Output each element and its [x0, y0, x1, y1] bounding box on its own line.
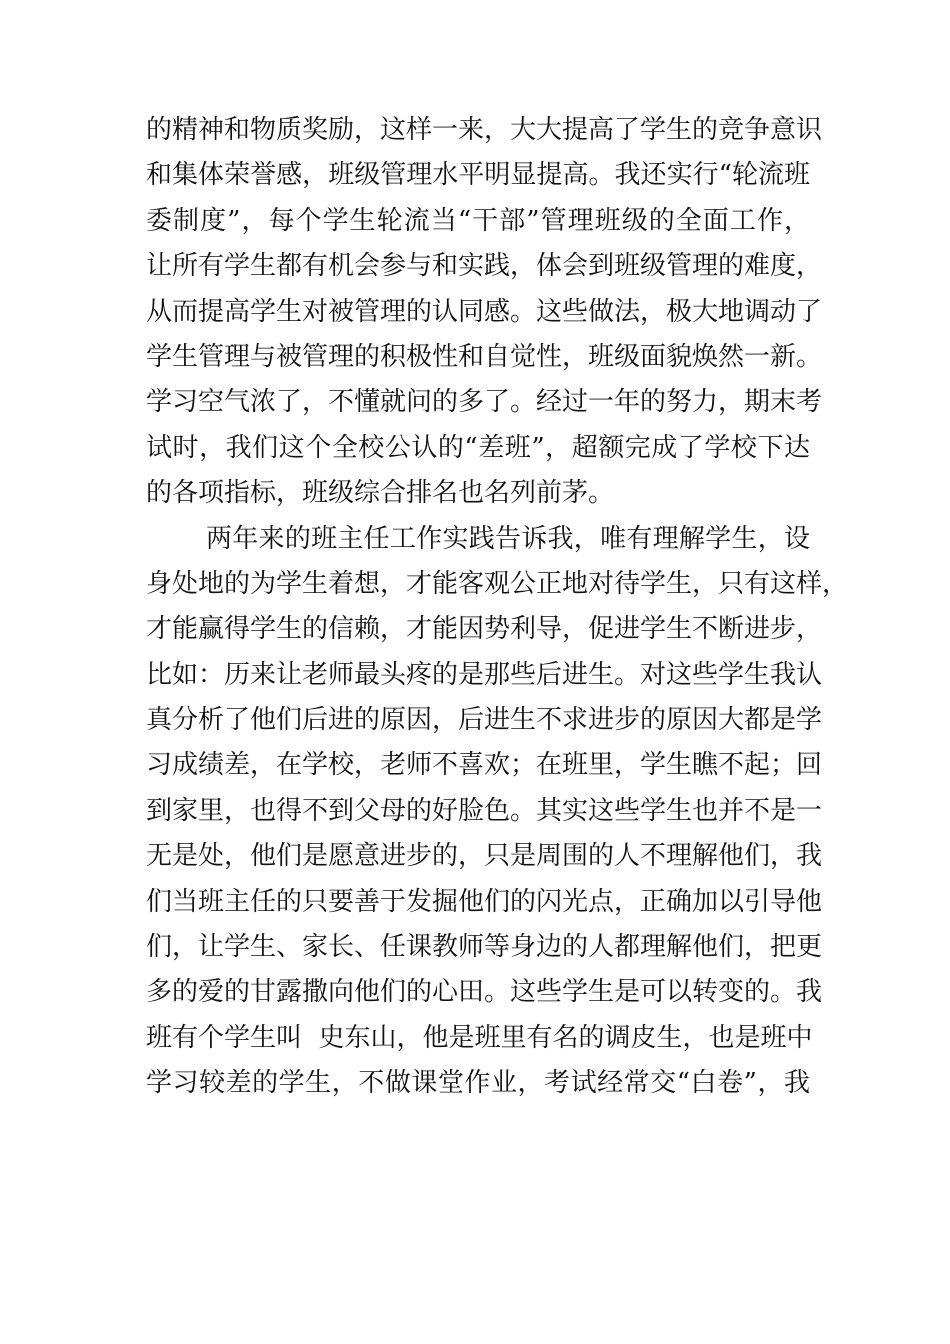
text-line: 从而提高学生对被管理的认同感。这些做法，极大地调动了 [146, 296, 823, 327]
paragraph-first-line: 两年来的班主任工作实践告诉我，唯有理解学生，设 [206, 523, 810, 554]
text-line: 学习较差的学生，不做课堂作业，考试经常交“白卷”，我 [146, 1068, 810, 1099]
text-line: 学习空气浓了，不懂就问的多了。经过一年的努力，期末考 [146, 387, 823, 418]
text-line: 到家里，也得不到父母的好脸色。其实这些学生也并不是一 [146, 795, 823, 826]
text-line: 们当班主任的只要善于发掘他们的闪光点，正确加以引导他 [146, 886, 823, 917]
text-line: 才能赢得学生的信赖，才能因势利导，促进学生不断进步， [146, 614, 823, 645]
text-line: 和集体荣誉感，班级管理水平明显提高。我还实行“轮流班 [146, 160, 810, 191]
text-line: 班有个学生叫 史东山，他是班里有名的调皮生，也是班中 [146, 1022, 813, 1053]
text-line: 让所有学生都有机会参与和实践，体会到班级管理的难度， [146, 251, 823, 282]
text-line: 比如：历来让老师最头疼的是那些后进生。对这些学生我认 [146, 659, 823, 690]
text-line: 真分析了他们后进的原因，后进生不求进步的原因大都是学 [146, 705, 823, 736]
text-line: 学生管理与被管理的积极性和自觉性，班级面貌焕然一新。 [146, 341, 823, 372]
text-line: 的各项指标，班级综合排名也名列前茅。 [146, 478, 615, 509]
text-line: 的精神和物质奖励，这样一来，大大提高了学生的竞争意识 [146, 115, 823, 145]
text-line: 多的爱的甘露撒向他们的心田。这些学生是可以转变的。我 [146, 977, 823, 1008]
text-line: 习成绩差，在学校，老师不喜欢；在班里，学生瞧不起；回 [146, 750, 823, 781]
text-line: 试时，我们这个全校公认的“差班”，超额完成了学校下达 [146, 432, 810, 463]
body-text [146, 108, 849, 1107]
text-line: 们，让学生、家长、任课教师等身边的人都理解他们，把更 [146, 932, 823, 963]
text-line: 无是处，他们是愿意进步的，只是周围的人不理解他们，我 [146, 841, 823, 872]
text-line: 身处地的为学生着想，才能客观公正地对待学生，只有这样， [146, 568, 849, 599]
text-line: 委制度”，每个学生轮流当“干部”管理班级的全面工作， [146, 205, 810, 236]
